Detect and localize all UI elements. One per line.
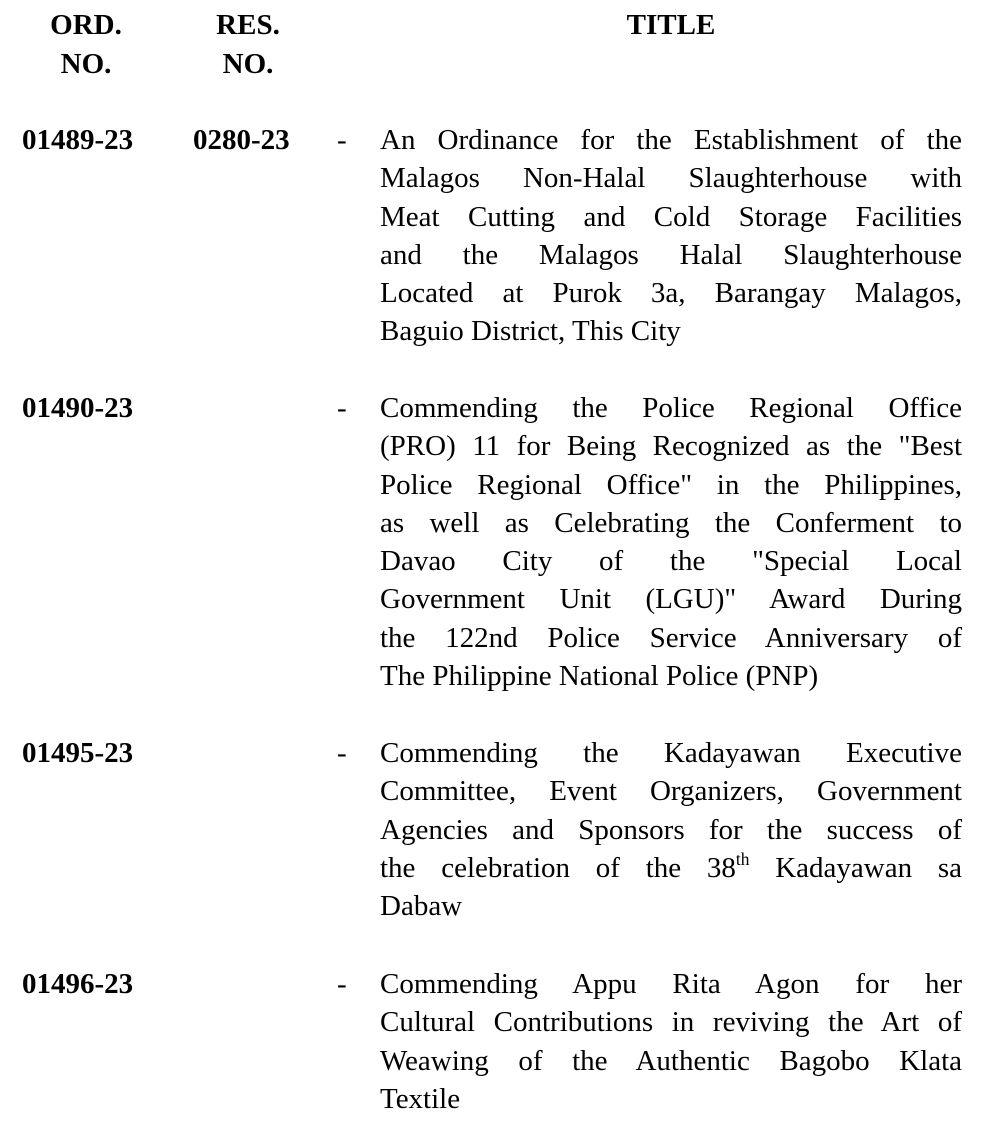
column-header-title-text: TITLE — [626, 9, 716, 41]
title-line: Davao City of the "Special Local — [380, 545, 962, 578]
title-line: Weawing of the Authentic Bagobo Klata — [380, 1044, 962, 1077]
title-line: Meat Cutting and Cold Storage Facilities — [380, 200, 962, 233]
title-line: (PRO) 11 for Being Recognized as the "Best — [380, 430, 962, 463]
entry-title — [380, 121, 962, 351]
separator-dash: - — [337, 124, 347, 156]
column-header-ord-no — [20, 6, 152, 84]
title-line: Government Unit (LGU)" Award During — [380, 583, 962, 616]
title-line: the 122nd Police Service Anniversary of — [380, 621, 962, 654]
title-line: Commending the Kadayawan Executive — [380, 737, 962, 769]
separator-dash: - — [337, 968, 347, 1000]
title-line: Committee, Event Organizers, Government — [380, 775, 962, 808]
entry-title — [380, 965, 962, 1118]
title-line: Malagos Non-Halal Slaughterhouse with — [380, 162, 962, 195]
title-line-part: the celebration of the 38 — [380, 851, 736, 884]
column-header-title — [380, 6, 962, 45]
title-line — [380, 849, 962, 887]
entry-title — [380, 734, 962, 925]
ordinance-number: 01490-23 — [22, 392, 134, 424]
title-line: Cultural Contributions in reviving the Art of — [380, 1006, 962, 1039]
title-line: Police Regional Office" in the Philippines, — [380, 468, 962, 501]
title-line: Dabaw — [380, 890, 463, 923]
column-header-res-line1: RES. — [216, 9, 280, 41]
title-line: Baguio District, This City — [380, 315, 681, 348]
title-line: The Philippine National Police (PNP) — [380, 660, 819, 693]
ordinance-number: 01496-23 — [22, 968, 134, 1000]
ordinance-number: 01489-23 — [22, 124, 134, 156]
title-line: Commending Appu Rita Agon for her — [380, 968, 962, 1000]
separator-dash: - — [337, 392, 347, 424]
separator-dash: - — [337, 737, 347, 769]
title-line: Agencies and Sponsors for the success of — [380, 813, 962, 846]
title-line: as well as Celebrating the Conferment to — [380, 506, 962, 539]
column-header-res-no — [182, 6, 314, 84]
column-header-ord-line2: NO. — [60, 48, 112, 80]
title-line: and the Malagos Halal Slaughterhouse — [380, 238, 962, 271]
title-line: An Ordinance for the Establishment of the — [380, 124, 962, 156]
title-line-part: Kadayawan sa — [749, 851, 962, 884]
title-line: Located at Purok 3a, Barangay Malagos, — [380, 277, 962, 310]
resolution-number: 0280-23 — [193, 124, 290, 156]
title-line: Commending the Police Regional Office — [380, 392, 962, 424]
title-line: Textile — [380, 1082, 461, 1115]
ordinal-superscript: th — [735, 848, 750, 869]
column-header-ord-line1: ORD. — [50, 9, 122, 41]
column-header-res-line2: NO. — [222, 48, 274, 80]
entry-title — [380, 389, 962, 695]
ordinance-number: 01495-23 — [22, 737, 134, 769]
